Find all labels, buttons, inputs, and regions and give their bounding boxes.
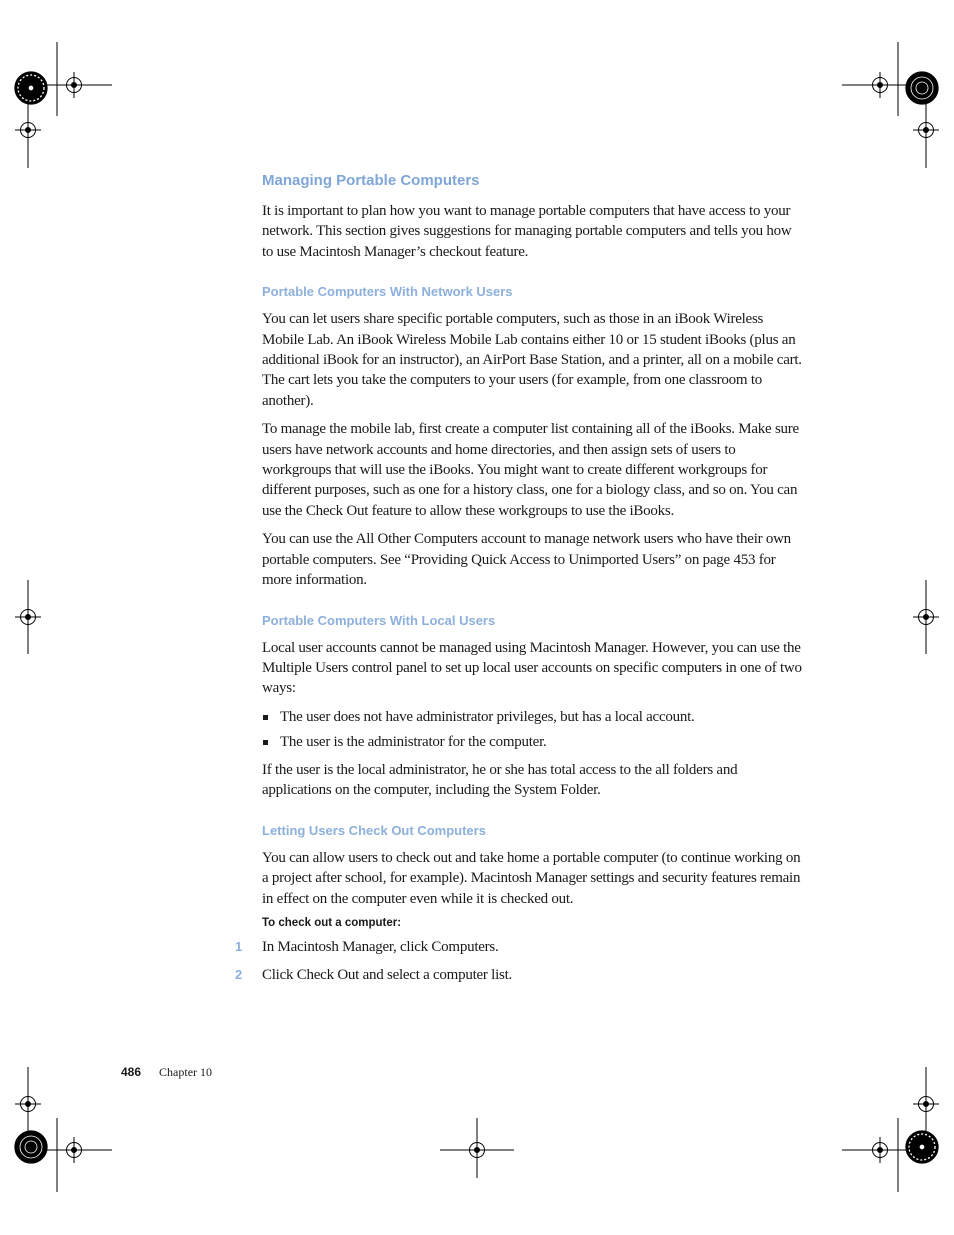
section-title: Managing Portable Computers — [262, 172, 480, 189]
local-users-bullet-list — [262, 707, 804, 752]
network-users-paragraph-3: You can use the All Other Computers account to manage network users who have their own portable computers. See “Providing Quick Access to Unimported Users” on page 453 for more information. — [262, 531, 791, 589]
step-text: In Macintosh Manager, click Computers. — [262, 939, 499, 956]
bullet-square-icon — [263, 715, 268, 720]
checkout-heading: Letting Users Check Out Computers — [262, 822, 486, 838]
network-users-heading: Portable Computers With Network Users — [262, 284, 513, 300]
local-users-paragraph-1: Local user accounts cannot be managed using Macintosh Manager. However, you can use the Multiple Users control panel to set up local user accounts on specific computers in one of two ways: — [262, 639, 802, 697]
checkout-paragraph: You can allow users to check out and take home a portable computer (to continue working on a project after school, for example). Macintosh Manager settings and security features remain in effect on the computer even while it is checked out. — [262, 849, 801, 907]
page-footer — [121, 1063, 212, 1081]
bullet-square-icon — [263, 740, 268, 745]
chapter-label: Chapter 10 — [159, 1065, 213, 1079]
step-item — [235, 965, 804, 985]
local-users-paragraph-2: If the user is the local administrator, he or she has total access to the all folders and applications on the computer, including the System Folder. — [262, 762, 738, 799]
checkout-steps — [235, 937, 804, 985]
network-users-paragraph-1: You can let users share specific portable computers, such as those in an iBook Wireless Mobile Lab. An iBook Wireless Mobile Lab contains either 10 or 15 student iBooks (plus an additional iBook for an instructor), an AirPort Base Station, and a printer, all on a mobile cart. The cart lets you take the computers to your users (for example, from one classroom to another). — [262, 311, 802, 409]
page-number: 486 — [121, 1065, 142, 1079]
bullet-text: The user is the administrator for the computer. — [280, 733, 547, 750]
bullet-item — [262, 707, 804, 727]
page-content — [235, 172, 804, 993]
bullet-text: The user does not have administrator privileges, but has a local account. — [280, 708, 695, 725]
step-number: 1 — [235, 939, 242, 955]
network-users-paragraph-2: To manage the mobile lab, first create a computer list containing all of the iBooks. Make sure users have network accounts and home directories, and then assign sets of users to workgroups that will use the iBooks. You might want to create different workgroups for different purposes, such as one for a history class, one for a biology class, and so on. You can use the Check Out feature to allow these workgroups to use the iBooks. — [262, 421, 799, 519]
task-heading: To check out a computer: — [262, 917, 402, 930]
bullet-item — [262, 732, 804, 752]
step-item — [235, 937, 804, 957]
step-text: Click Check Out and select a computer list. — [262, 966, 513, 983]
step-number: 2 — [235, 966, 242, 982]
intro-paragraph: It is important to plan how you want to manage portable computers that have access to your network. This section gives suggestions for managing portable computers and tells you how to use Macintosh Manager’s checkout feature. — [262, 203, 792, 260]
local-users-heading: Portable Computers With Local Users — [262, 612, 496, 628]
